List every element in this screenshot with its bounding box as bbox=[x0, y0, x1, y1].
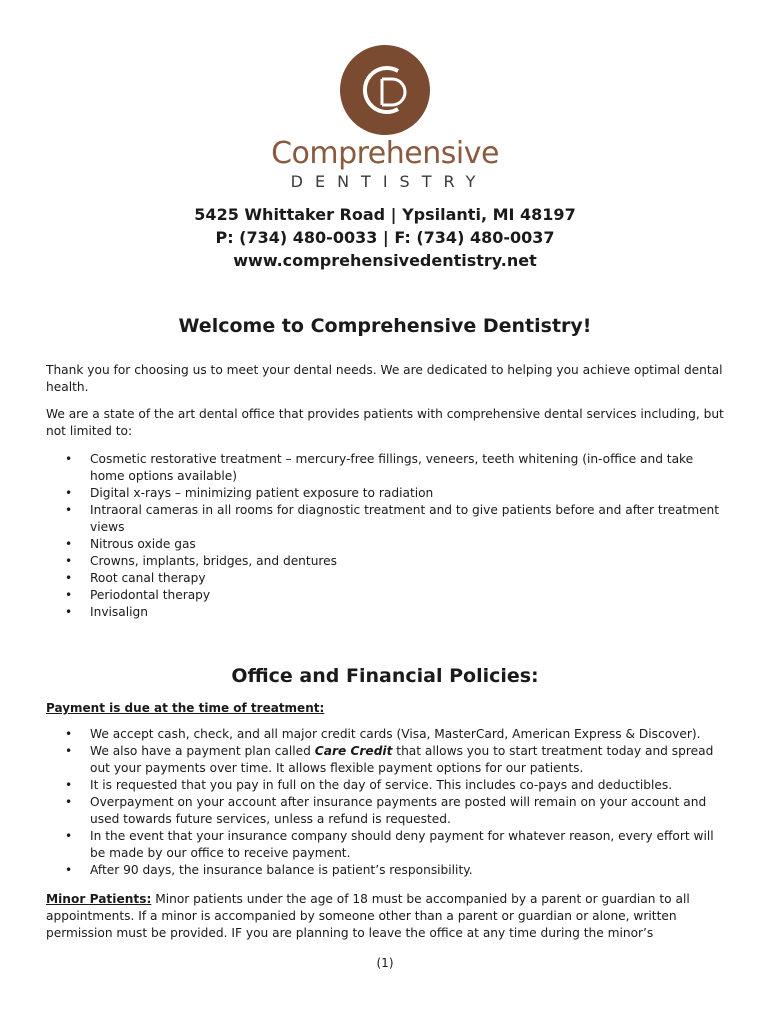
minor-patients-text: Minor patients under the age of 18 must be accompanied by a parent or guardian to all appointments. If a minor is accompanied by someone other than a parent or guardian or alone, written permission must be provided. IF you are planning to leave the office at any time during the minor’s bbox=[46, 892, 690, 940]
payment-policy-list bbox=[46, 726, 726, 879]
list-item: • We accept cash, check, and all major credit cards (Visa, MasterCard, American Express & Discover). bbox=[46, 726, 726, 743]
minor-patients-paragraph bbox=[46, 891, 726, 942]
list-item: • Digital x-rays – minimizing patient exposure to radiation bbox=[46, 485, 726, 502]
policies-title: Office and Financial Policies: bbox=[231, 665, 539, 687]
payment-heading: Payment is due at the time of treatment: bbox=[46, 701, 325, 715]
list-item: • Invisalign bbox=[46, 604, 726, 621]
care-credit-prefix: We also have a payment plan called bbox=[90, 744, 315, 758]
list-item: • After 90 days, the insurance balance is patient’s responsibility. bbox=[46, 862, 726, 879]
logo-subtitle: DENTISTRY bbox=[290, 172, 488, 191]
phone-fax: P: (734) 480-0033 | F: (734) 480-0037 bbox=[215, 228, 555, 247]
care-credit-name: Care Credit bbox=[314, 744, 393, 758]
logo-wordmark: Comprehensive bbox=[271, 136, 499, 171]
list-item bbox=[46, 743, 726, 777]
logo-emblem bbox=[340, 45, 430, 135]
list-item: • Cosmetic restorative treatment – mercury-free fillings, veneers, teeth whitening (in-office and take home options available) bbox=[46, 451, 726, 485]
page-number: (1) bbox=[376, 956, 394, 970]
minor-patients-label: Minor Patients: bbox=[46, 892, 152, 906]
list-item: • Overpayment on your account after insurance payments are posted will remain on your account and used towards future services, unless a refund is requested. bbox=[46, 794, 726, 828]
intro-paragraph: Thank you for choosing us to meet your dental needs. We are dedicated to helping you achieve optimal dental health. bbox=[46, 363, 723, 394]
care-credit-suffix: that allows you to start treatment today and spread out your payments over time. It allows flexible payment options for our patients. bbox=[90, 744, 714, 775]
list-item: • Intraoral cameras in all rooms for diagnostic treatment and to give patients before and after treatment views bbox=[46, 502, 726, 536]
services-intro-paragraph: We are a state of the art dental office that provides patients with comprehensive dental services including, but not limited to: bbox=[46, 407, 724, 438]
list-item: • In the event that your insurance company should deny payment for whatever reason, every effort will be made by our office to receive payment. bbox=[46, 828, 726, 862]
list-item: • Root canal therapy bbox=[46, 570, 726, 587]
address: 5425 Whittaker Road | Ypsilanti, MI 48197 bbox=[194, 205, 576, 224]
list-item: • Crowns, implants, bridges, and dentures bbox=[46, 553, 726, 570]
welcome-title: Welcome to Comprehensive Dentistry! bbox=[178, 315, 592, 337]
website: www.comprehensivedentistry.net bbox=[233, 251, 537, 270]
contact-block bbox=[0, 203, 770, 272]
list-item: • Nitrous oxide gas bbox=[46, 536, 726, 553]
logo-monogram-graphic bbox=[340, 45, 430, 135]
services-list bbox=[46, 451, 726, 621]
list-item: • Periodontal therapy bbox=[46, 587, 726, 604]
list-item: • It is requested that you pay in full on the day of service. This includes co-pays and deductibles. bbox=[46, 777, 726, 794]
practice-logo bbox=[265, 45, 505, 195]
